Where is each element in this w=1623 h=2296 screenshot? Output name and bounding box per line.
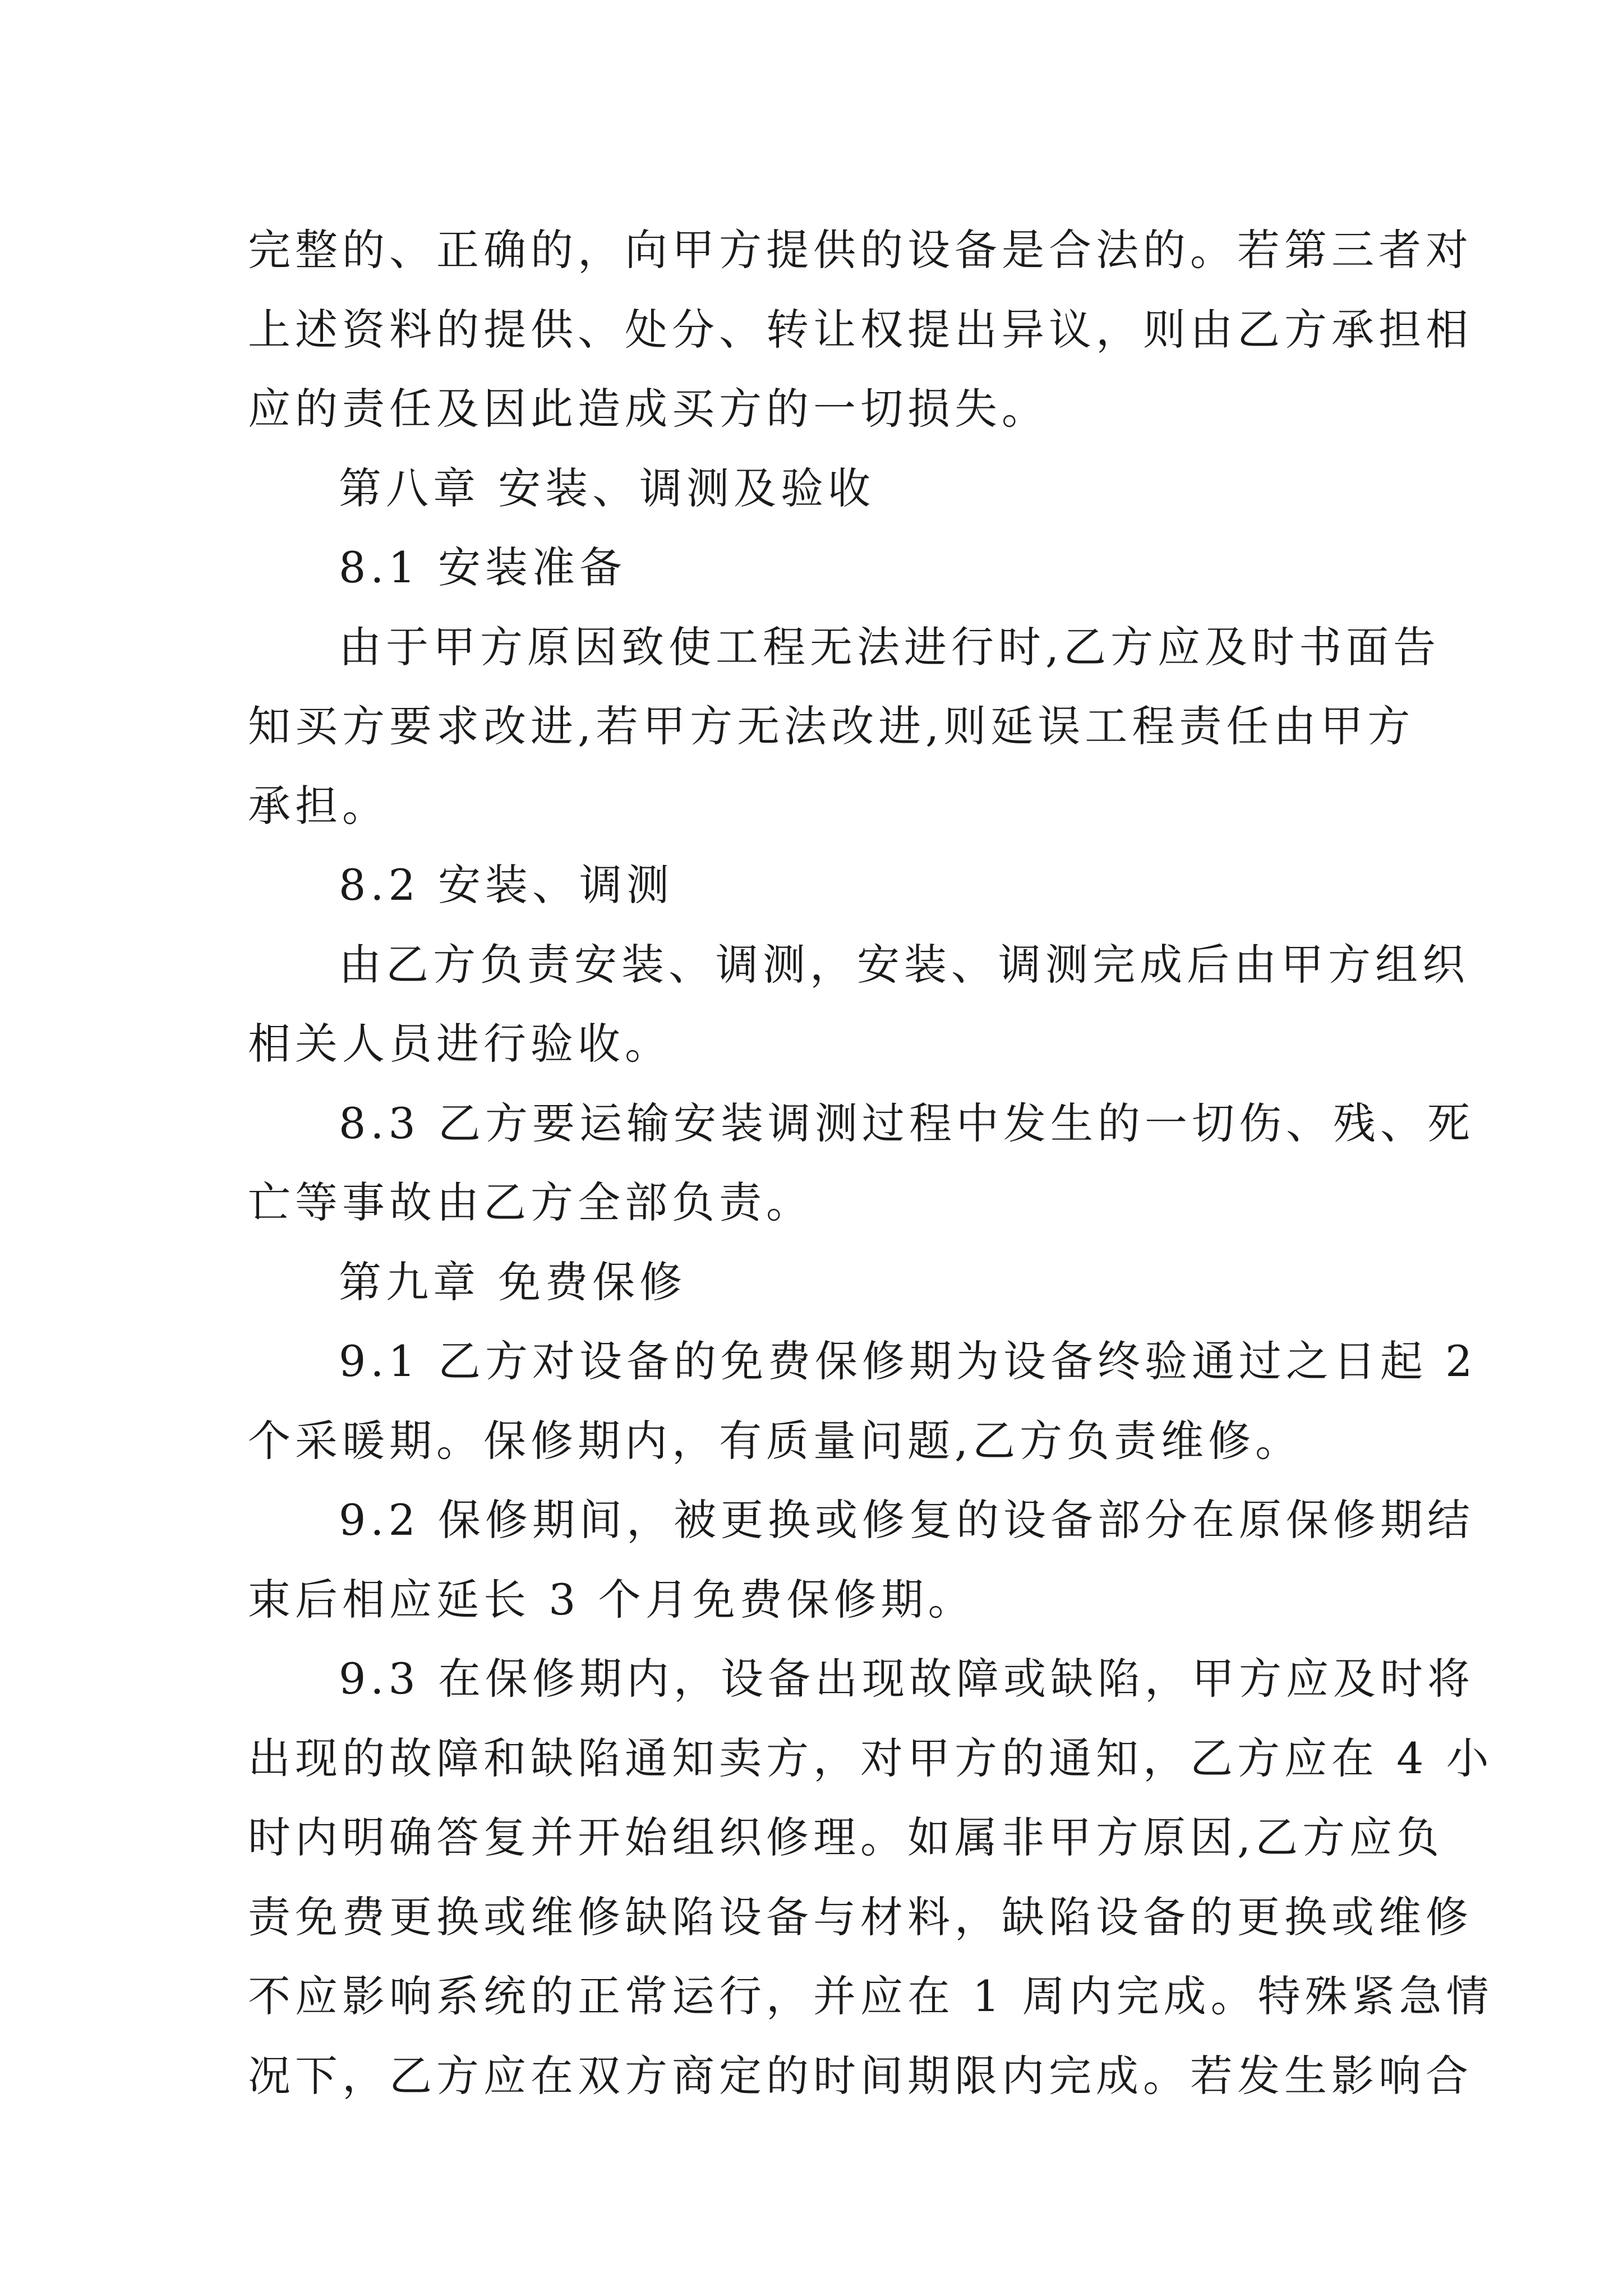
text-line: 应的责任及因此造成买方的一切损失。 bbox=[248, 384, 1049, 434]
text-line: 完整的、正确的，向甲方提供的设备是合法的。若第三者对 bbox=[248, 225, 1473, 275]
chapter-heading: 第九章 免费保修 bbox=[339, 1257, 687, 1307]
paragraph-start: 由于甲方原因致使工程无法进行时,乙方应及时书面告 bbox=[339, 622, 1441, 672]
section-heading: 8.1 安装准备 bbox=[339, 542, 627, 592]
text-line: 相关人员进行验收。 bbox=[248, 1019, 672, 1069]
text-line: 出现的故障和缺陷通知卖方，对甲方的通知，乙方应在 4 小 bbox=[248, 1733, 1493, 1783]
paragraph-start: 9.1 乙方对设备的免费保修期为设备终验通过之日起 2 bbox=[339, 1336, 1477, 1386]
section-heading: 8.2 安装、调测 bbox=[339, 860, 674, 910]
paragraph-start: 9.3 在保修期内，设备出现故障或缺陷，甲方应及时将 bbox=[339, 1654, 1475, 1704]
text-line: 知买方要求改进,若甲方无法改进,则延误工程责任由甲方 bbox=[248, 701, 1415, 751]
paragraph-start: 9.2 保修期间，被更换或修复的设备部分在原保修期结 bbox=[339, 1495, 1475, 1545]
text-line: 责免费更换或维修缺陷设备与材料，缺陷设备的更换或维修 bbox=[248, 1892, 1473, 1942]
paragraph-start: 8.3 乙方要运输安装调测过程中发生的一切伤、残、死 bbox=[339, 1098, 1475, 1148]
text-line: 不应影响系统的正常运行，并应在 1 周内完成。特殊紧急情 bbox=[248, 1971, 1493, 2021]
paragraph-start: 由乙方负责安装、调测，安装、调测完成后由甲方组织 bbox=[339, 939, 1469, 990]
text-line: 亡等事故由乙方全部负责。 bbox=[248, 1177, 813, 1227]
text-line: 束后相应延长 3 个月免费保修期。 bbox=[248, 1574, 975, 1625]
document-body bbox=[248, 210, 1493, 2115]
text-line: 时内明确答复并开始组织修理。如属非甲方原因,乙方应负 bbox=[248, 1812, 1444, 1862]
chapter-heading: 第八章 安装、调测及验收 bbox=[339, 463, 875, 513]
text-line: 承担。 bbox=[248, 780, 389, 831]
text-line: 上述资料的提供、处分、转让权提出异议，则由乙方承担相 bbox=[248, 304, 1473, 355]
text-line: 个采暖期。保修期内，有质量问题,乙方负责维修。 bbox=[248, 1415, 1303, 1466]
text-line: 况下，乙方应在双方商定的时间期限内完成。若发生影响合 bbox=[248, 2050, 1473, 2101]
